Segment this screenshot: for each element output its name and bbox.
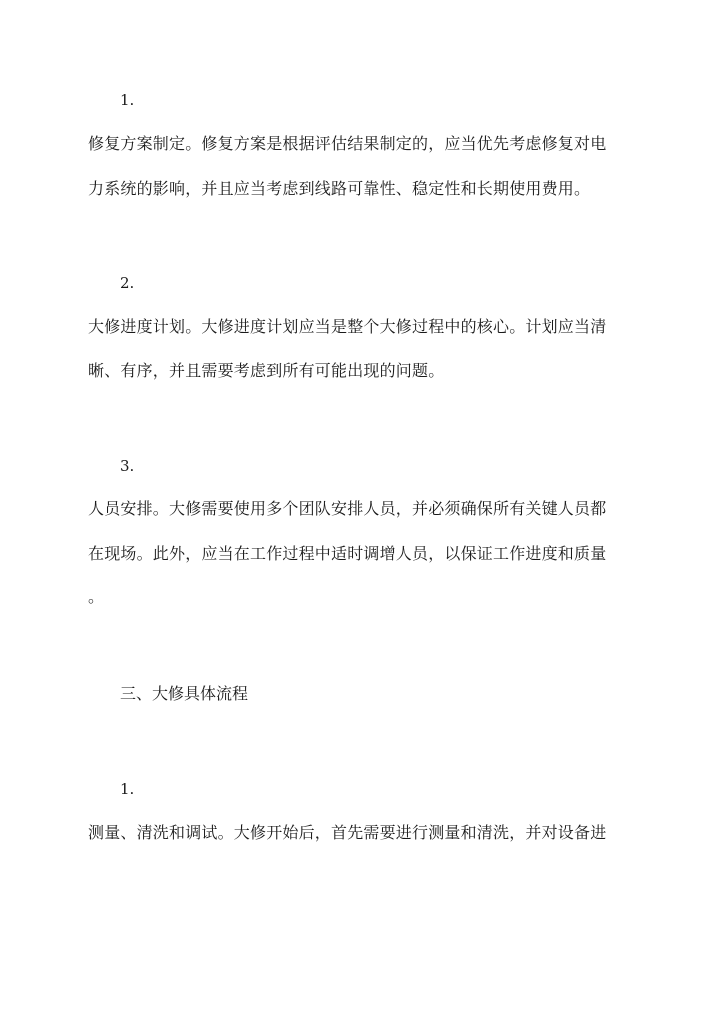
paragraph-line: 修复方案制定。修复方案是根据评估结果制定的，应当优先考虑修复对电 — [88, 134, 607, 153]
paragraph-line: 测量、清洗和调试。大修开始后，首先需要进行测量和清洗，并对设备进 — [88, 823, 607, 842]
paragraph-line: 人员安排。大修需要使用多个团队安排人员，并必须确保所有关键人员都 — [88, 499, 607, 518]
paragraph-line: 力系统的影响，并且应当考虑到线路可靠性、稳定性和长期使用费用。 — [88, 179, 591, 198]
paragraph-line: 晰、有序，并且需要考虑到所有可能出现的问题。 — [88, 361, 445, 380]
paragraph-line: 在现场。此外，应当在工作过程中适时调增人员，以保证工作进度和质量 — [88, 544, 607, 563]
item-number: 1. — [120, 780, 135, 798]
paragraph-line: 大修进度计划。大修进度计划应当是整个大修过程中的核心。计划应当清 — [88, 317, 607, 336]
section-heading: 三、大修具体流程 — [120, 684, 249, 703]
item-number: 2. — [120, 274, 135, 292]
paragraph-line: 。 — [88, 587, 105, 606]
item-number: 1. — [120, 91, 135, 109]
item-number: 3. — [120, 457, 135, 475]
